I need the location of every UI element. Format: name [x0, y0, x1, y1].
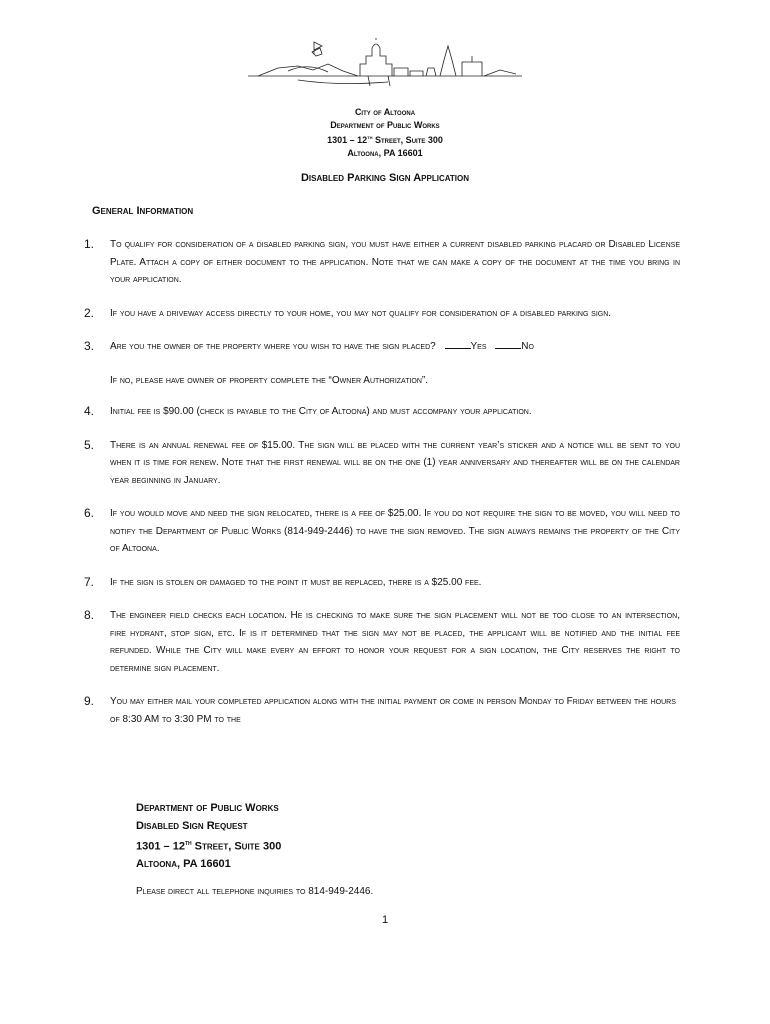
- item-text: If the sign is stolen or damaged to the point it must be replaced, there is a $25.00 fee.: [110, 576, 482, 588]
- letterhead: [0, 106, 770, 160]
- item-number: 7.: [84, 574, 95, 589]
- page-number: 1: [381, 914, 389, 926]
- item-text: You may either mail your completed application along with the initial payment or come in person Monday to Friday between the hours of 8:30 AM to 3:30 PM to the: [110, 696, 676, 725]
- city-state-zip: Altoona, PA 16601: [347, 148, 423, 158]
- item-number: 9.: [84, 694, 95, 708]
- no-label: No: [521, 341, 534, 352]
- list-item: [84, 338, 680, 389]
- list-item: [84, 693, 680, 728]
- mailing-address: [136, 800, 281, 874]
- item-number: 8.: [84, 608, 95, 622]
- instruction-list: [84, 236, 680, 728]
- document-title: Disabled Parking Sign Application: [300, 172, 470, 184]
- owner-question: Are you the owner of the property where you wish to have the sign placed?: [110, 341, 436, 352]
- item-number: 5.: [84, 437, 95, 452]
- telephone-inquiry-note: Please direct all telephone inquiries to 814-949-2446.: [136, 886, 374, 897]
- no-blank[interactable]: [495, 338, 521, 349]
- yes-label: Yes: [470, 341, 487, 352]
- item-number: 6.: [84, 506, 95, 520]
- owner-authorization-note: If no, please have owner of property complete the “Owner Authorization”.: [110, 374, 429, 386]
- city-name: City of Altoona: [354, 107, 416, 117]
- address-street: 1301 – 12th Street, Suite 300: [136, 840, 282, 853]
- list-item: [84, 505, 680, 558]
- address-city: Altoona, PA 16601: [136, 858, 231, 871]
- item-text: [110, 338, 680, 356]
- item-number: 4.: [84, 404, 95, 418]
- item-text: If you would move and need the sign relocated, there is a fee of $25.00. If you do not require the sign to be moved, you will need to notify the Department of Public Works (814-949-2446) to have the sign removed. The sign always remains the property of the City of Altoona.: [110, 508, 680, 554]
- address-department: Department of Public Works: [136, 802, 279, 814]
- yes-blank[interactable]: [445, 338, 471, 349]
- section-heading: General Information: [92, 205, 194, 217]
- item-number: 3.: [84, 339, 95, 353]
- address-attention: Disabled Sign Request: [136, 819, 248, 832]
- item-text: Initial fee is $90.00 (check is payable to the City of Altoona) and must accompany your application.: [110, 406, 532, 417]
- department-name: Department of Public Works: [330, 120, 440, 130]
- list-item: [84, 305, 680, 323]
- item-text: If you have a driveway access directly to your home, you may not qualify for consideration of a disabled parking sign.: [110, 307, 612, 319]
- item-number: 1.: [84, 237, 95, 251]
- item-text: To qualify for consideration of a disabled parking sign, you must have either a current disabled parking placard or Disabled License Plate. Attach a copy of either document to the application. Note that we can make a copy of the document at the time you bring in your application.: [110, 239, 680, 285]
- list-item: [84, 607, 680, 677]
- street-address: 1301 – 12th Street, Suite 300: [327, 135, 443, 145]
- list-item: [84, 437, 680, 490]
- item-text: The engineer field checks each location. He is checking to make sure the sign placement will not be too close to an intersection, fire hydrant, stop sign, etc. If is it determined that the sign may not be placed, the applicant will be notified and the initial fee refunded. While the City will make every an effort to honor your request for a sign location, the City reserves the right to determine sign placement.: [110, 610, 680, 674]
- item-number: 2.: [84, 305, 95, 320]
- list-item: [84, 574, 680, 592]
- list-item: [84, 403, 680, 421]
- list-item: [84, 236, 680, 289]
- city-skyline-logo: [248, 38, 522, 96]
- item-text: There is an annual renewal fee of $15.00. The sign will be placed with the current year’s sticker and a notice will be sent to you when it is time for renew. Note that the first renewal will be on the one (1) year anniversary and thereafter will be on the calendar year beginning in January.: [110, 439, 680, 486]
